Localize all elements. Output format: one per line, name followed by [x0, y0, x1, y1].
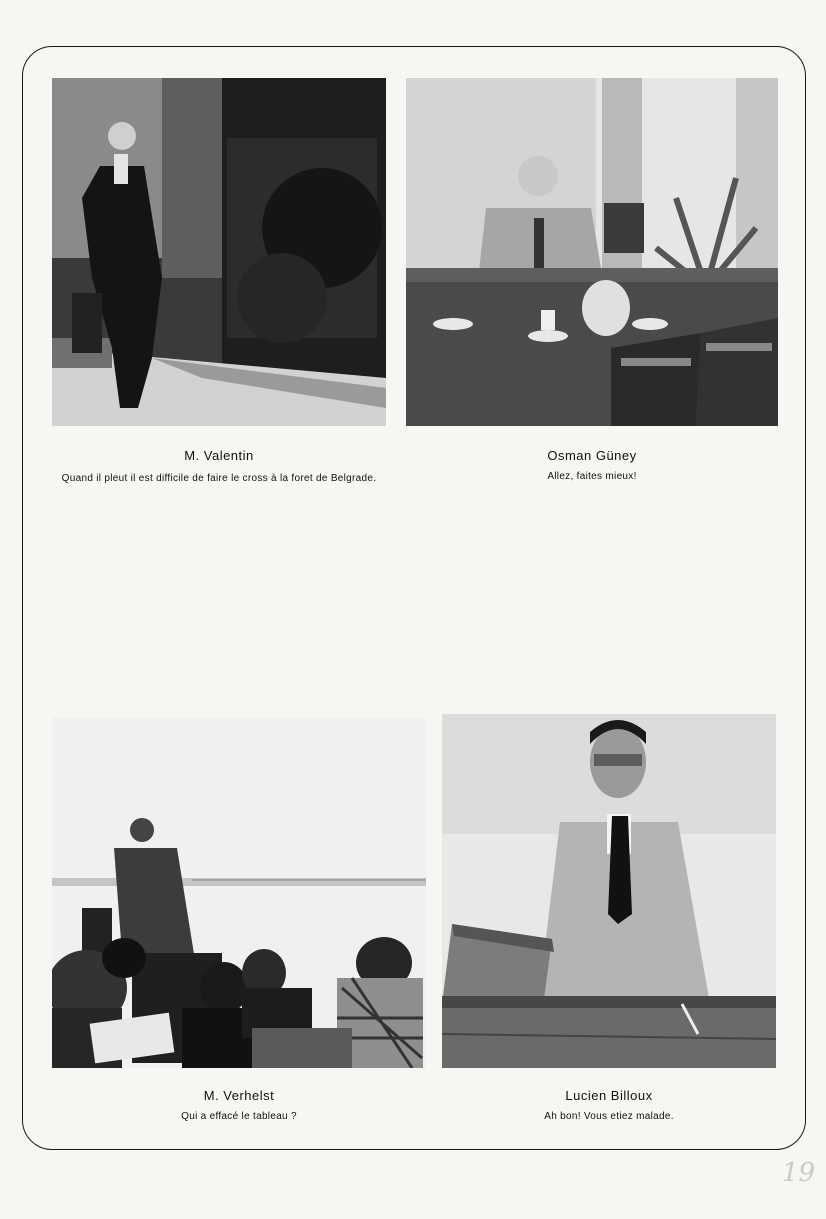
page-number: 19: [782, 1158, 816, 1188]
photo-caption-billoux: Ah bon! Vous etiez malade.: [544, 1111, 674, 1122]
photo-caption-valentin: Quand il pleut il est difficile de faire le cross à la foret de Belgrade.: [61, 473, 377, 484]
photo-verhelst: [52, 718, 426, 1068]
photo-name-guney: Osman Güney: [547, 448, 637, 463]
photo-caption-verhelst: Qui a effacé le tableau ?: [181, 1111, 297, 1122]
photo-caption-guney: Allez, faites mieux!: [547, 471, 637, 482]
photo-name-valentin: M. Valentin: [184, 448, 254, 463]
photo-name-billoux: Lucien Billoux: [565, 1088, 653, 1103]
photo-valentin: [52, 78, 386, 426]
photo-billoux: [442, 714, 776, 1068]
photo-guney: [406, 78, 778, 426]
photo-name-verhelst: M. Verhelst: [203, 1088, 275, 1103]
